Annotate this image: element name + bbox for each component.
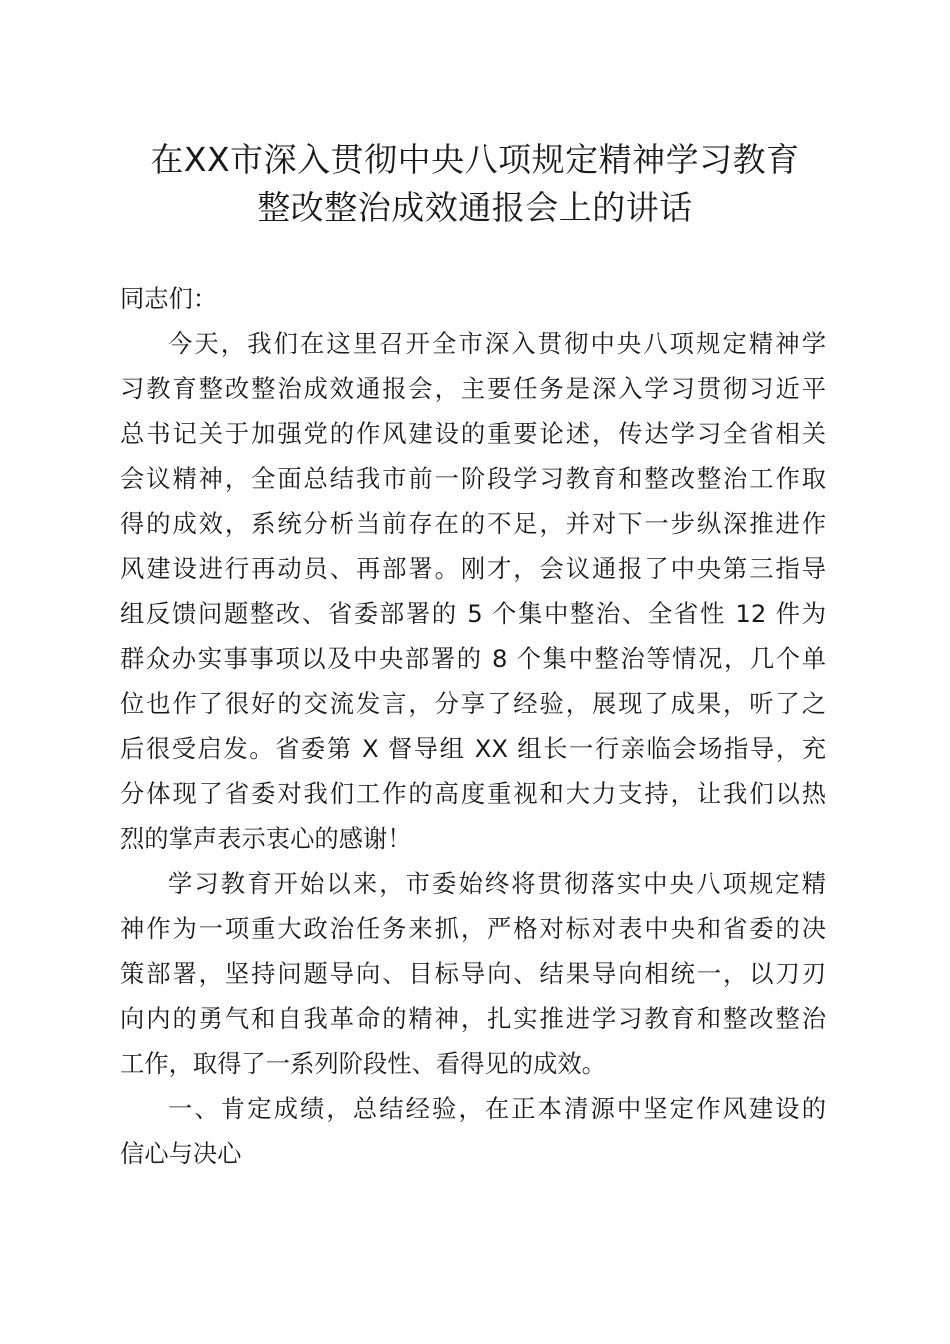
paragraph-1-line: 今天，我们在这里召开全市深入贯彻中央八项规定精神学 bbox=[168, 329, 826, 358]
paragraph-1-line: 位也作了很好的交流发言，分享了经验，展现了成果，听了之 bbox=[120, 689, 826, 718]
paragraph-2-line: 神作为一项重大政治任务来抓，严格对标对表中央和省委的决 bbox=[120, 914, 826, 943]
paragraph-2-line: 学习教育开始以来，市委始终将贯彻落实中央八项规定精 bbox=[168, 869, 826, 898]
paragraph-1-line: 分体现了省委对我们工作的高度重视和大力支持，让我们以热 bbox=[120, 779, 826, 808]
paragraph-1-line: 会议精神，全面总结我市前一阶段学习教育和整改整治工作取 bbox=[120, 464, 826, 493]
paragraph-2-line: 策部署，坚持问题导向、目标导向、结果导向相统一，以刀刃 bbox=[120, 959, 826, 988]
salutation: 同志们： bbox=[120, 284, 218, 313]
paragraph-2-line: 工作，取得了一系列阶段性、看得见的成效。 bbox=[120, 1049, 606, 1078]
paragraph-1-line: 组反馈问题整改、省委部署的 5 个集中整治、全省性 12 件为 bbox=[120, 599, 826, 628]
document-title-line-1: 在XX市深入贯彻中央八项规定精神学习教育 bbox=[150, 140, 800, 179]
paragraph-1-line: 习教育整改整治成效通报会，主要任务是深入学习贯彻习近平 bbox=[120, 374, 826, 403]
section-heading-line-2: 信心与决心 bbox=[120, 1139, 242, 1168]
paragraph-1-line: 烈的掌声表示衷心的感谢！ bbox=[120, 824, 412, 853]
paragraph-2-line: 向内的勇气和自我革命的精神，扎实推进学习教育和整改整治 bbox=[120, 1004, 826, 1033]
paragraph-1-line: 风建设进行再动员、再部署。刚才，会议通报了中央第三指导 bbox=[120, 554, 826, 583]
paragraph-1-line: 后很受启发。省委第 X 督导组 XX 组长一行亲临会场指导，充 bbox=[120, 734, 826, 763]
paragraph-1-line: 群众办实事事项以及中央部署的 8 个集中整治等情况，几个单 bbox=[120, 644, 826, 673]
paragraph-1-line: 总书记关于加强党的作风建设的重要论述，传达学习全省相关 bbox=[120, 419, 826, 448]
document-title-line-2: 整改整治成效通报会上的讲话 bbox=[257, 188, 693, 227]
section-heading-line-1: 一、肯定成绩，总结经验，在正本清源中坚定作风建设的 bbox=[168, 1094, 826, 1123]
paragraph-1-line: 得的成效，系统分析当前存在的不足，并对下一步纵深推进作 bbox=[120, 509, 826, 538]
